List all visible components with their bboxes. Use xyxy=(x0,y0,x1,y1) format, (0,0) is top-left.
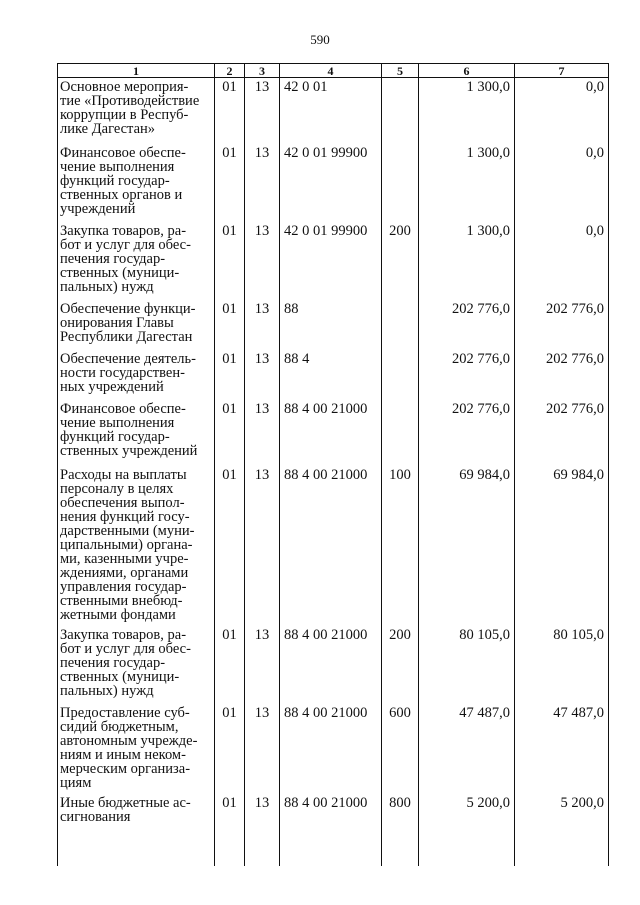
row-name-line: нения функций госу- xyxy=(60,508,190,525)
budget-table xyxy=(57,63,609,866)
empty-cell xyxy=(515,832,609,866)
table-row xyxy=(58,466,609,626)
subsection-code: 13 xyxy=(245,300,280,350)
target-article-code: 88 4 00 21000 xyxy=(280,626,382,704)
col-header-6: 6 xyxy=(419,64,515,78)
row-name-line: обеспечения выпол- xyxy=(60,494,185,511)
target-article-code: 88 4 00 21000 xyxy=(280,704,382,794)
section-code: 01 xyxy=(215,300,245,350)
target-article-code: 42 0 01 99900 xyxy=(280,144,382,222)
row-name xyxy=(58,350,215,400)
table-row xyxy=(58,400,609,466)
table-body xyxy=(58,78,609,866)
target-article-code: 88 xyxy=(280,300,382,350)
table-row xyxy=(58,350,609,400)
col-header-1: 1 xyxy=(58,64,215,78)
target-article-code: 88 4 00 21000 xyxy=(280,794,382,832)
row-name-line: функций государ- xyxy=(60,428,170,445)
amount-col6: 202 776,0 xyxy=(419,350,515,400)
amount-col7: 5 200,0 xyxy=(515,794,609,832)
subsection-code: 13 xyxy=(245,794,280,832)
target-article-code: 42 0 01 99900 xyxy=(280,222,382,300)
expense-type-code: 100 xyxy=(382,466,419,626)
section-code: 01 xyxy=(215,626,245,704)
expense-type-code xyxy=(382,350,419,400)
row-name-line: Иные бюджетные ас- xyxy=(60,794,191,811)
target-article-code: 88 4 00 21000 xyxy=(280,400,382,466)
expense-type-code xyxy=(382,78,419,144)
row-name xyxy=(58,78,215,144)
row-name-line: учреждений xyxy=(60,200,136,217)
amount-col6: 5 200,0 xyxy=(419,794,515,832)
subsection-code: 13 xyxy=(245,350,280,400)
amount-col7: 69 984,0 xyxy=(515,466,609,626)
target-article-code: 88 4 xyxy=(280,350,382,400)
row-name-line: пальных) нужд xyxy=(60,682,154,699)
amount-col7: 202 776,0 xyxy=(515,400,609,466)
section-code: 01 xyxy=(215,144,245,222)
target-article-code: 88 4 00 21000 xyxy=(280,466,382,626)
section-code: 01 xyxy=(215,704,245,794)
empty-cell xyxy=(58,832,215,866)
subsection-code: 13 xyxy=(245,144,280,222)
row-name-line: управления государ- xyxy=(60,578,187,595)
expense-type-code xyxy=(382,144,419,222)
row-name-line: жетными фондами xyxy=(60,606,176,623)
section-code: 01 xyxy=(215,400,245,466)
amount-col7: 202 776,0 xyxy=(515,350,609,400)
section-code: 01 xyxy=(215,222,245,300)
table-row xyxy=(58,300,609,350)
subsection-code: 13 xyxy=(245,626,280,704)
table-row xyxy=(58,704,609,794)
subsection-code: 13 xyxy=(245,222,280,300)
row-name xyxy=(58,704,215,794)
amount-col6: 69 984,0 xyxy=(419,466,515,626)
subsection-code: 13 xyxy=(245,704,280,794)
expense-type-code xyxy=(382,400,419,466)
row-name-line: коррупции в Респуб- xyxy=(60,107,189,123)
row-name-line: бот и услуг для обес- xyxy=(60,640,191,657)
amount-col7: 0,0 xyxy=(515,78,609,144)
subsection-code: 13 xyxy=(245,78,280,144)
row-name-line: печения государ- xyxy=(60,654,166,671)
table-row xyxy=(58,626,609,704)
amount-col6: 47 487,0 xyxy=(419,704,515,794)
row-name-line: циям xyxy=(60,774,92,791)
row-name xyxy=(58,300,215,350)
row-name xyxy=(58,144,215,222)
section-code: 01 xyxy=(215,78,245,144)
row-name xyxy=(58,466,215,626)
row-name-line: чение выполнения xyxy=(60,158,175,175)
amount-col6: 1 300,0 xyxy=(419,78,515,144)
row-name-line: ниям и иным неком- xyxy=(60,746,186,763)
empty-cell xyxy=(280,832,382,866)
subsection-code: 13 xyxy=(245,400,280,466)
row-name-line: дарственными (муни- xyxy=(60,522,195,539)
row-name-line: онирования Главы xyxy=(60,314,174,331)
row-name-line: Финансовое обеспе- xyxy=(60,144,186,161)
row-name-line: Обеспечение функци- xyxy=(60,300,196,317)
row-name-line: чение выполнения xyxy=(60,414,175,431)
expense-type-code: 800 xyxy=(382,794,419,832)
amount-col7: 80 105,0 xyxy=(515,626,609,704)
page-number: 590 xyxy=(310,32,330,47)
table-row xyxy=(58,78,609,144)
row-name xyxy=(58,222,215,300)
section-code: 01 xyxy=(215,350,245,400)
row-name-line: лике Дагестан» xyxy=(60,121,156,137)
col-header-7: 7 xyxy=(515,64,609,78)
col-header-4: 4 xyxy=(280,64,382,78)
row-name-line: Расходы на выплаты xyxy=(60,466,187,483)
row-name-line: Закупка товаров, ра- xyxy=(60,626,187,643)
amount-col7: 47 487,0 xyxy=(515,704,609,794)
row-name-line: бот и услуг для обес- xyxy=(60,236,191,253)
row-name-line: ми, казенными учре- xyxy=(60,550,189,567)
row-name-line: функций государ- xyxy=(60,172,170,189)
row-name-line: ципальными) органа- xyxy=(60,536,193,553)
col-header-5: 5 xyxy=(382,64,419,78)
empty-cell xyxy=(245,832,280,866)
row-name-line: ственных (муници- xyxy=(60,668,180,685)
target-article-code: 42 0 01 xyxy=(280,78,382,144)
row-name-line: пальных) нужд xyxy=(60,278,154,295)
row-name-line: автономным учрежде- xyxy=(60,732,198,749)
amount-col6: 1 300,0 xyxy=(419,144,515,222)
empty-cell xyxy=(215,832,245,866)
expense-type-code: 600 xyxy=(382,704,419,794)
section-code: 01 xyxy=(215,466,245,626)
row-name-line: Закупка товаров, ра- xyxy=(60,222,187,239)
col-header-2: 2 xyxy=(215,64,245,78)
row-name-line: персоналу в целях xyxy=(60,480,174,497)
row-name-line: ственных органов и xyxy=(60,186,183,203)
row-name-line: Основное мероприя- xyxy=(60,79,189,95)
amount-col6: 1 300,0 xyxy=(419,222,515,300)
section-code: 01 xyxy=(215,794,245,832)
empty-cell xyxy=(419,832,515,866)
table-row-empty xyxy=(58,832,609,866)
row-name-line: Финансовое обеспе- xyxy=(60,400,186,417)
table-row xyxy=(58,222,609,300)
empty-cell xyxy=(382,832,419,866)
table-row xyxy=(58,144,609,222)
amount-col7: 0,0 xyxy=(515,144,609,222)
expense-type-code: 200 xyxy=(382,222,419,300)
row-name xyxy=(58,400,215,466)
row-name-line: ждениями, органами xyxy=(60,564,189,581)
expense-type-code: 200 xyxy=(382,626,419,704)
amount-col6: 202 776,0 xyxy=(419,300,515,350)
row-name-line: тие «Противодействие xyxy=(60,93,200,109)
subsection-code: 13 xyxy=(245,466,280,626)
row-name xyxy=(58,626,215,704)
row-name-line: ности государствен- xyxy=(60,364,185,381)
row-name xyxy=(58,794,215,832)
col-header-3: 3 xyxy=(245,64,280,78)
table-row xyxy=(58,794,609,832)
header-row xyxy=(58,64,609,78)
row-name-line: Предоставление суб- xyxy=(60,704,190,721)
row-name-line: ственных учреждений xyxy=(60,442,198,459)
row-name-line: ных учреждений xyxy=(60,378,164,395)
amount-col6: 202 776,0 xyxy=(419,400,515,466)
row-name-line: сигнования xyxy=(60,808,131,825)
row-name-line: печения государ- xyxy=(60,250,166,267)
expense-type-code xyxy=(382,300,419,350)
row-name-line: ственных (муници- xyxy=(60,264,180,281)
amount-col7: 202 776,0 xyxy=(515,300,609,350)
row-name-line: мерческим организа- xyxy=(60,760,191,777)
row-name-line: Республики Дагестан xyxy=(60,328,193,345)
row-name-line: ственными внебюд- xyxy=(60,592,183,609)
row-name-line: сидий бюджетным, xyxy=(60,718,179,735)
amount-col6: 80 105,0 xyxy=(419,626,515,704)
row-name-line: Обеспечение деятель- xyxy=(60,350,196,367)
amount-col7: 0,0 xyxy=(515,222,609,300)
